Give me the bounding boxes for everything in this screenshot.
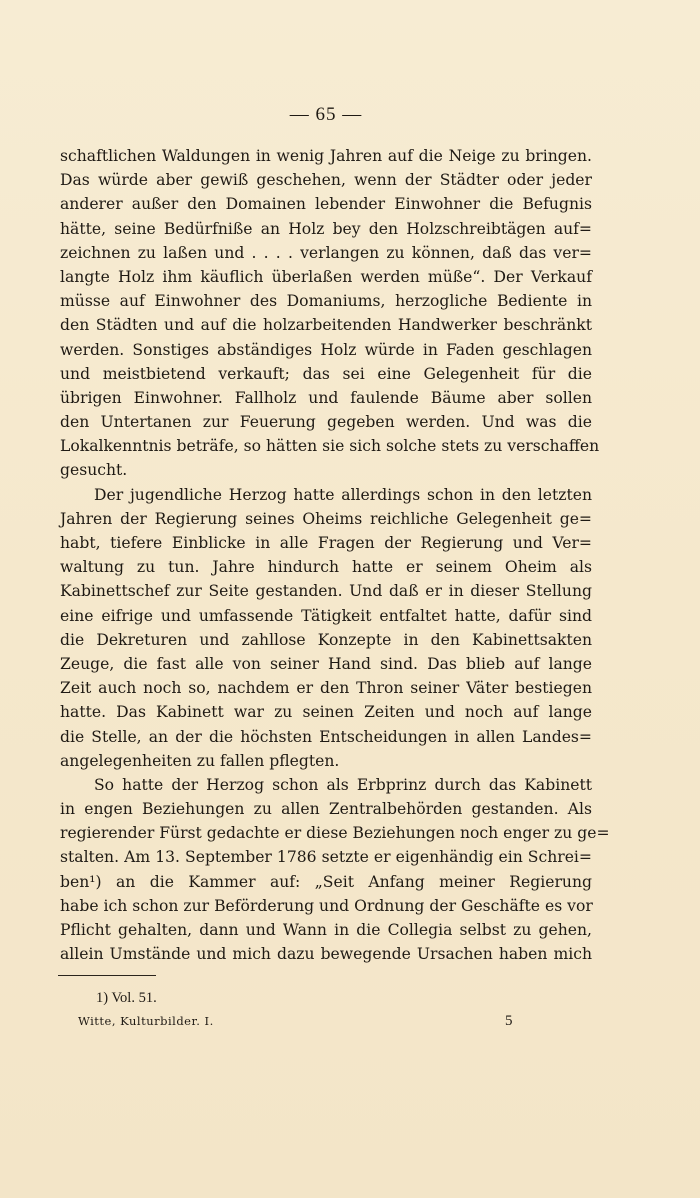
text-line: die Stelle, an der die höchsten Entscheidungen in allen Landes= (60, 727, 592, 746)
text-line: regierender Fürst gedachte er diese Beziehungen noch enger zu ge= (60, 824, 610, 843)
text-line: Lokalkenntnis beträfe, so hätten sie sich solche stets zu verschaffen (60, 437, 600, 456)
text-line: den Städten und auf die holzarbeitenden Handwerker beschränkt (60, 316, 592, 335)
text-line: ben¹) an die Kammer auf: „Seit Anfang meiner Regierung (60, 872, 592, 891)
text-line: hatte. Das Kabinett war zu seinen Zeiten und noch auf lange (60, 703, 592, 722)
sheet-number: 5 (505, 1013, 513, 1029)
text-line: werden. Sonstiges abständiges Holz würde in Faden geschlagen (60, 340, 592, 359)
text-line: müsse auf Einwohner des Domaniums, herzogliche Bediente in (60, 292, 592, 311)
text-line: Pflicht gehalten, dann und Wann in die Collegia selbst zu gehen, (60, 921, 592, 939)
text-line: Jahren der Regierung seines Oheims reichliche Gelegenheit ge= (60, 509, 592, 528)
text-line: Kabinettschef zur Seite gestanden. Und daß er in dieser Stellung (60, 582, 592, 601)
body-text (60, 144, 610, 966)
text-line: zeichnen zu laßen und . . . . verlangen zu können, daß das ver= (60, 243, 592, 262)
text-line: in engen Beziehungen zu allen Zentralbehörden gestanden. Als (60, 800, 592, 819)
text-line: übrigen Einwohner. Fallholz und faulende Bäume aber sollen (60, 388, 592, 407)
text-line: eine eifrige und umfassende Tätigkeit entfaltet hatte, dafür sind (60, 606, 592, 625)
text-line: Zeit auch noch so, nachdem er den Thron seiner Väter bestiegen (60, 679, 592, 698)
text-line: Das würde aber gewiß geschehen, wenn der Städter oder jeder (60, 171, 592, 190)
text-line: habe ich schon zur Beförderung und Ordnung der Geschäfte es vor (60, 896, 593, 915)
text-line: schaftlichen Waldungen in wenig Jahren auf die Neige zu bringen. (60, 147, 592, 165)
page-number: — 65 — (289, 104, 363, 125)
footnote: 1) Vol. 51. (96, 990, 157, 1006)
text-line: allein Umstände und mich dazu bewegende Ursachen haben mich (60, 945, 592, 964)
text-line: Zeuge, die fast alle von seiner Hand sind. Das blieb auf lange (60, 654, 592, 673)
text-line: die Dekreturen und zahllose Konzepte in den Kabinettsakten (60, 630, 592, 649)
text-line: den Untertanen zur Feuerung gegeben werden. Und was die (60, 413, 592, 432)
text-line: habt, tiefere Einblicke in alle Fragen der Regierung und Ver= (60, 534, 592, 552)
text-line: langte Holz ihm käuflich überlaßen werden müße“. Der Verkauf (60, 267, 592, 286)
text-line: hätte, seine Bedürfniße an Holz bey den Holzschreibtägen auf= (60, 219, 592, 238)
text-line: Der jugendliche Herzog hatte allerdings schon in den letzten (94, 485, 592, 504)
text-line: So hatte der Herzog schon als Erbprinz durch das Kabinett (94, 775, 592, 794)
text-line: stalten. Am 13. September 1786 setzte er eigenhändig ein Schrei= (60, 848, 592, 867)
footnote-rule (58, 975, 156, 976)
signature-mark: Witte, Kulturbilder. I. (78, 1014, 214, 1028)
text-line: und meistbietend verkauft; das sei eine Gelegenheit für die (60, 364, 592, 383)
text-line: anderer außer den Domainen lebender Einwohner die Befugnis (60, 195, 592, 214)
text-line: angelegenheiten zu fallen pflegten. (60, 751, 340, 770)
text-line: waltung zu tun. Jahre hindurch hatte er seinem Oheim als (60, 558, 592, 577)
text-line: gesucht. (60, 461, 128, 480)
